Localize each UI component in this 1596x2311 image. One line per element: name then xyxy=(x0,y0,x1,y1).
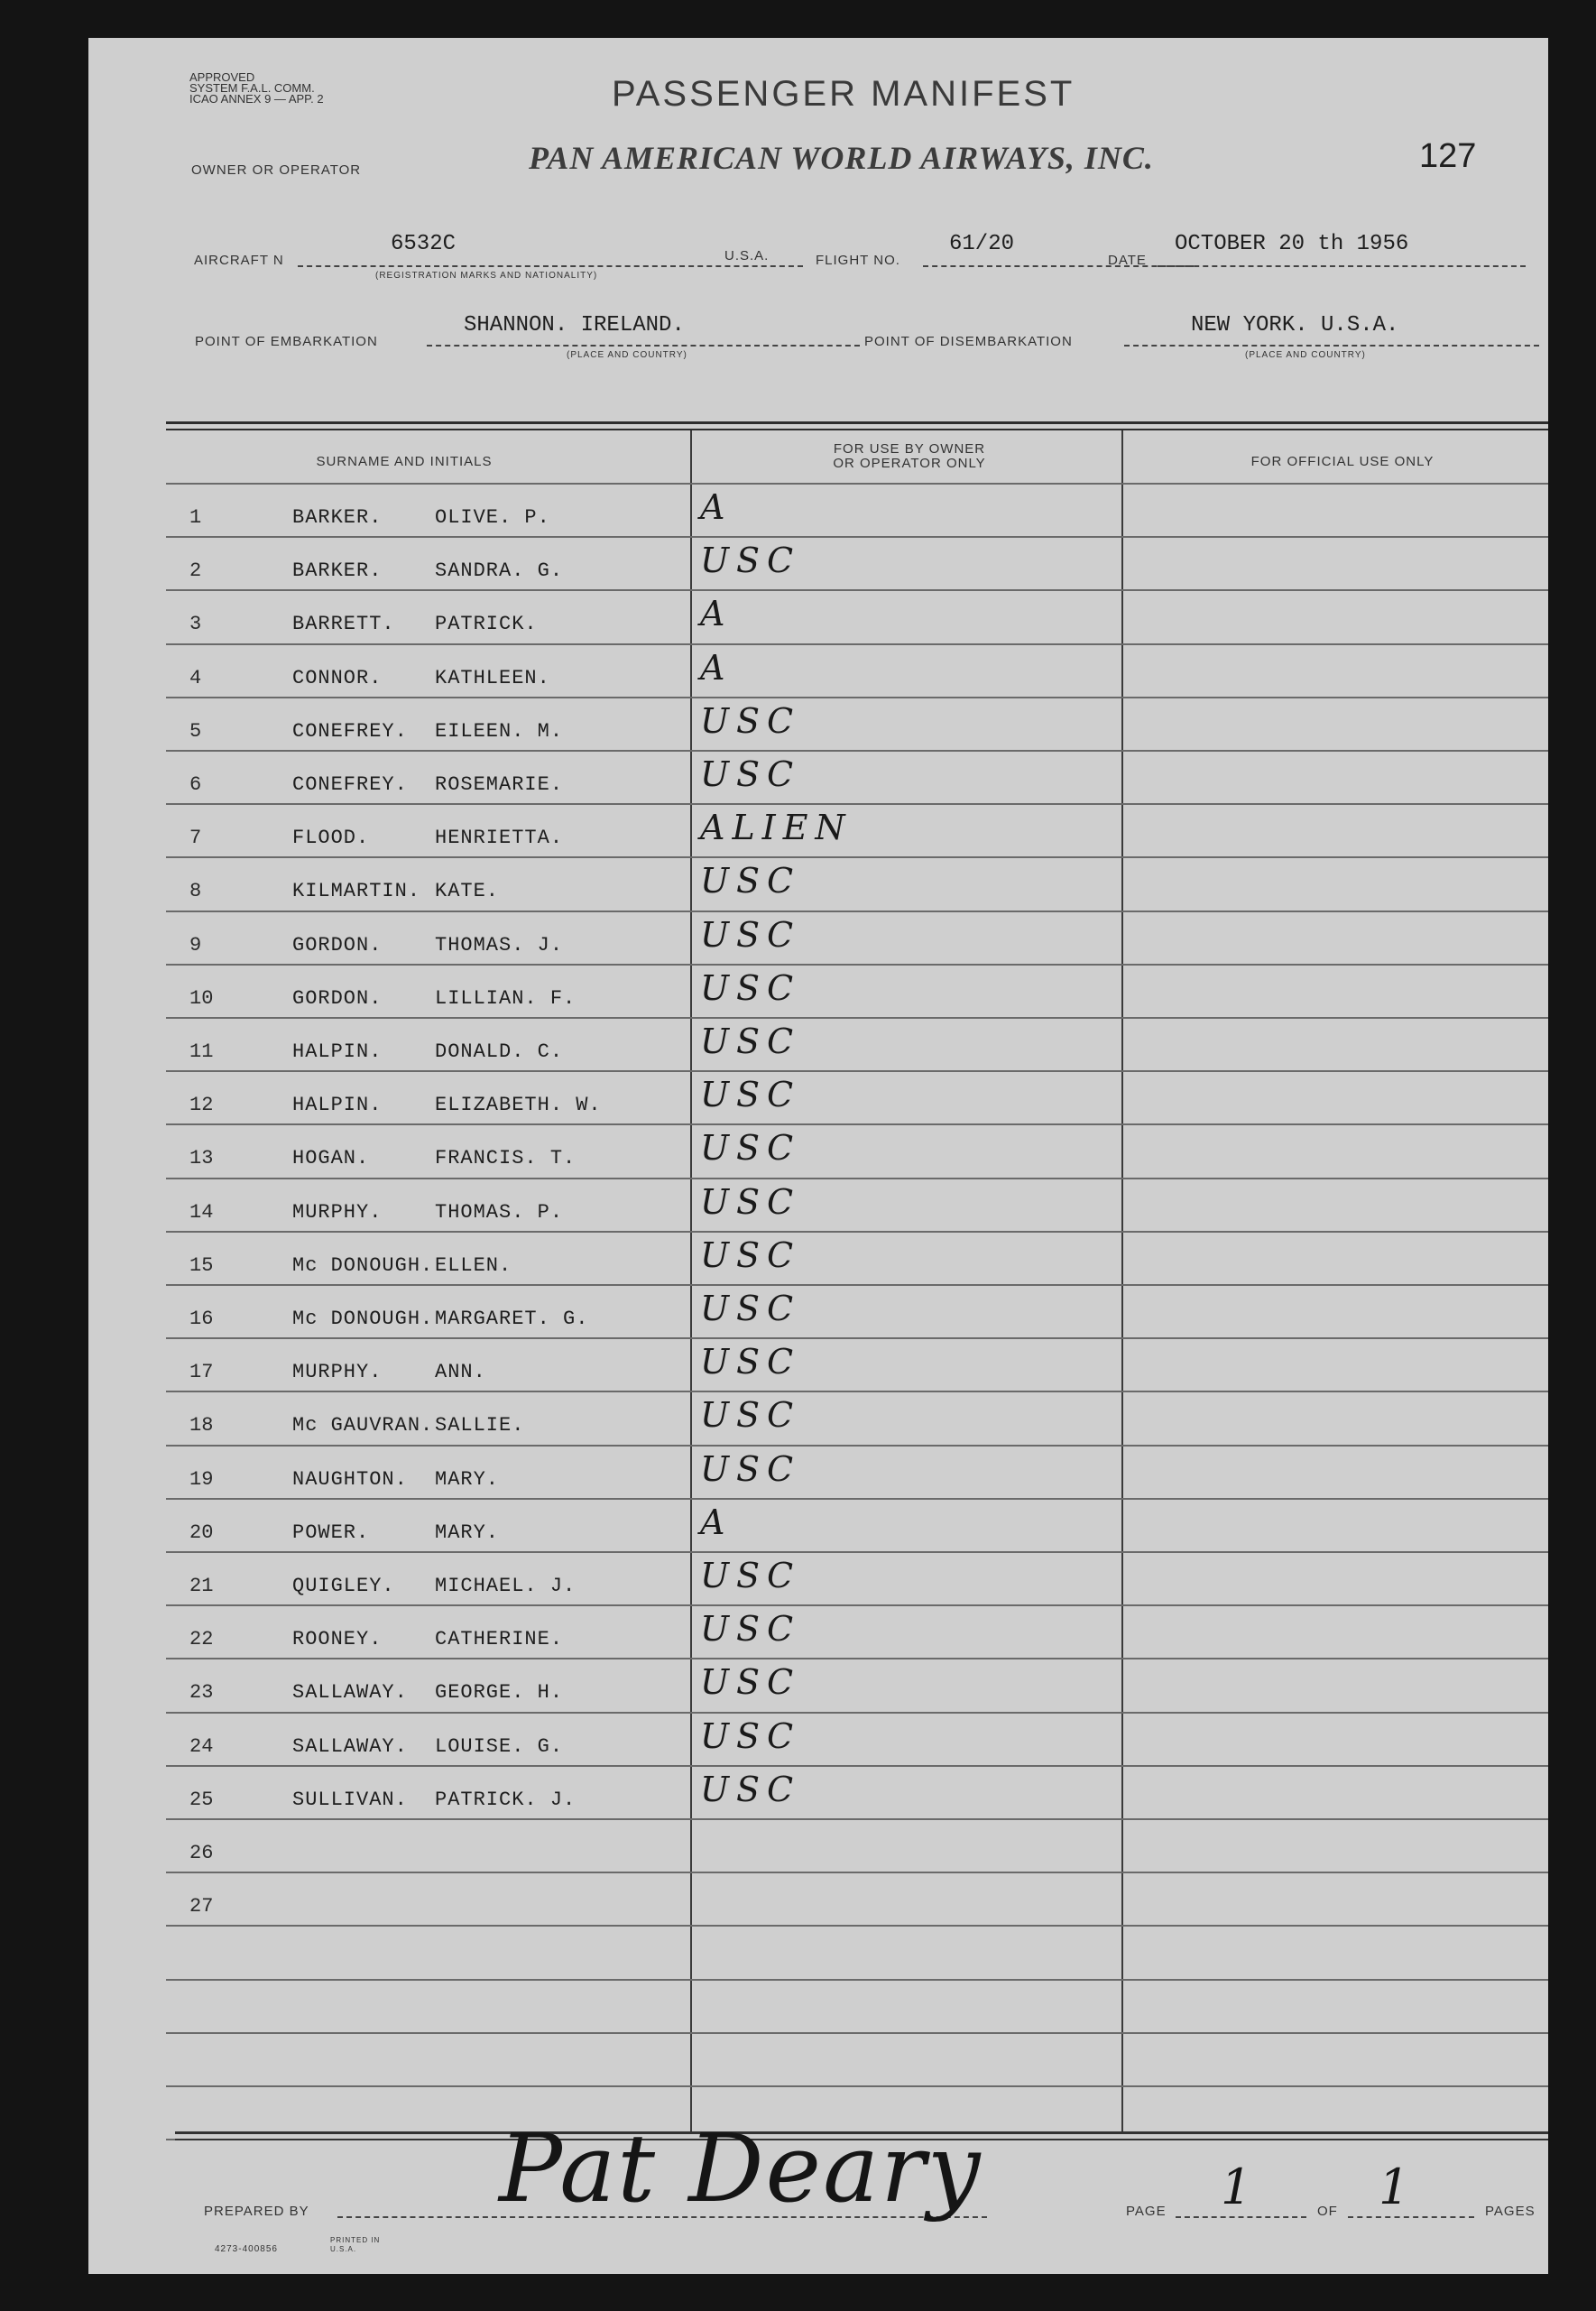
table-top-rule xyxy=(166,429,1548,430)
page-title: PASSENGER MANIFEST xyxy=(612,74,1075,114)
passenger-given-names: DONALD. C. xyxy=(435,1040,564,1063)
passenger-status: USC xyxy=(700,861,801,901)
passenger-given-names: ROSEMARIE. xyxy=(435,773,564,796)
passenger-surname: GORDON. xyxy=(292,934,383,957)
passenger-given-names: MARY. xyxy=(435,1468,500,1491)
passenger-status: USC xyxy=(700,1289,801,1328)
passenger-status: USC xyxy=(700,915,801,955)
row-rule xyxy=(166,1712,1548,1714)
passenger-given-names: MARGARET. G. xyxy=(435,1308,589,1330)
row-rule xyxy=(166,856,1548,858)
row-rule xyxy=(166,1658,1548,1659)
passenger-status: A xyxy=(700,648,733,688)
passenger-surname: HALPIN. xyxy=(292,1040,383,1063)
passenger-surname: POWER. xyxy=(292,1521,370,1544)
row-rule xyxy=(166,536,1548,538)
registration-caption: (REGISTRATION MARKS AND NATIONALITY) xyxy=(375,271,598,281)
row-rule xyxy=(166,697,1548,698)
aircraft-label: AIRCRAFT N xyxy=(194,253,284,268)
row-number: 2 xyxy=(189,559,202,582)
date-rule xyxy=(1158,265,1526,267)
date-value: OCTOBER 20 th 1956 xyxy=(1175,232,1409,256)
manifest-page xyxy=(88,38,1548,2274)
passenger-status: A xyxy=(700,1502,733,1542)
row-number: 15 xyxy=(189,1254,214,1277)
row-number: 13 xyxy=(189,1147,214,1169)
row-number: 19 xyxy=(189,1468,214,1491)
row-number: 8 xyxy=(189,880,202,902)
row-number: 17 xyxy=(189,1361,214,1383)
of-value: 1 xyxy=(1379,2158,1410,2215)
pages-label: PAGES xyxy=(1485,2204,1536,2219)
passenger-given-names: ELIZABETH. W. xyxy=(435,1094,602,1116)
passenger-given-names: SALLIE. xyxy=(435,1414,525,1437)
row-rule xyxy=(166,1765,1548,1767)
passenger-surname: NAUGHTON. xyxy=(292,1468,408,1491)
row-number: 26 xyxy=(189,1842,214,1864)
column-header-name: SURNAME AND INITIALS xyxy=(316,454,493,469)
row-rule xyxy=(166,2032,1548,2034)
passenger-status: USC xyxy=(700,701,801,741)
passenger-surname: MURPHY. xyxy=(292,1361,383,1383)
passenger-surname: Mc GAUVRAN. xyxy=(292,1414,434,1437)
column-header-owner-line: OR OPERATOR ONLY xyxy=(833,456,986,471)
row-number: 22 xyxy=(189,1628,214,1650)
passenger-status: USC xyxy=(700,1342,801,1382)
row-number: 20 xyxy=(189,1521,214,1544)
row-rule xyxy=(166,1604,1548,1606)
document-page-number: 127 xyxy=(1419,137,1477,175)
passenger-status: USC xyxy=(700,1770,801,1809)
owner-label: OWNER OR OPERATOR xyxy=(191,162,362,178)
passenger-status: USC xyxy=(700,1235,801,1275)
operator-name: PAN AMERICAN WORLD AIRWAYS, INC. xyxy=(529,140,1154,176)
page-value: 1 xyxy=(1221,2158,1252,2215)
row-rule xyxy=(166,911,1548,912)
row-number: 1 xyxy=(189,506,202,529)
row-rule xyxy=(166,1925,1548,1927)
row-rule xyxy=(166,803,1548,805)
printed-note: PRINTED IN U.S.A. xyxy=(330,2236,381,2253)
row-number: 21 xyxy=(189,1575,214,1597)
passenger-given-names: CATHERINE. xyxy=(435,1628,564,1650)
row-number: 6 xyxy=(189,773,202,796)
passenger-status: USC xyxy=(700,1395,801,1435)
row-rule xyxy=(166,1445,1548,1447)
row-number: 14 xyxy=(189,1201,214,1224)
passenger-given-names: LOUISE. G. xyxy=(435,1735,564,1758)
row-number: 23 xyxy=(189,1681,214,1704)
passenger-status: USC xyxy=(700,1609,801,1649)
passenger-status: USC xyxy=(700,754,801,794)
row-rule xyxy=(166,1123,1548,1125)
row-rule xyxy=(166,1818,1548,1820)
approval-block xyxy=(189,72,324,105)
passenger-surname: SALLAWAY. xyxy=(292,1735,408,1758)
row-rule xyxy=(166,1231,1548,1233)
passenger-given-names: ANN. xyxy=(435,1361,486,1383)
passenger-status: USC xyxy=(700,1449,801,1489)
passenger-status: USC xyxy=(700,1716,801,1756)
column-divider xyxy=(1121,430,1123,2131)
row-rule xyxy=(166,1284,1548,1286)
row-rule xyxy=(166,964,1548,966)
row-number: 3 xyxy=(189,613,202,635)
date-label: DATE xyxy=(1108,253,1147,268)
embarkation-caption: (PLACE AND COUNTRY) xyxy=(567,350,687,360)
row-rule xyxy=(166,1337,1548,1339)
row-number: 25 xyxy=(189,1789,214,1811)
table-top-rule xyxy=(166,421,1548,424)
passenger-surname: SALLAWAY. xyxy=(292,1681,408,1704)
passenger-surname: CONEFREY. xyxy=(292,720,408,743)
flight-value: 61/20 xyxy=(949,232,1015,256)
passenger-surname: GORDON. xyxy=(292,987,383,1010)
passenger-surname: KILMARTIN. xyxy=(292,880,421,902)
embarkation-value: SHANNON. IRELAND. xyxy=(464,313,685,337)
passenger-given-names: KATE. xyxy=(435,880,500,902)
country-label: U.S.A. xyxy=(724,248,770,263)
column-divider xyxy=(690,430,692,2131)
passenger-status: USC xyxy=(700,1075,801,1114)
disembarkation-label: POINT OF DISEMBARKATION xyxy=(864,334,1073,349)
embarkation-rule xyxy=(427,345,860,347)
page-rule xyxy=(1176,2216,1306,2218)
passenger-status: USC xyxy=(700,1128,801,1168)
passenger-surname: BARRETT. xyxy=(292,613,395,635)
row-number: 18 xyxy=(189,1414,214,1437)
passenger-given-names: PATRICK. xyxy=(435,613,538,635)
passenger-surname: SULLIVAN. xyxy=(292,1789,408,1811)
passenger-surname: BARKER. xyxy=(292,506,383,529)
passenger-given-names: KATHLEEN. xyxy=(435,667,550,689)
passenger-given-names: EILEEN. M. xyxy=(435,720,564,743)
row-number: 4 xyxy=(189,667,202,689)
passenger-surname: ROONEY. xyxy=(292,1628,383,1650)
approval-line: ICAO ANNEX 9 — APP. 2 xyxy=(189,92,324,106)
passenger-surname: FLOOD. xyxy=(292,827,370,849)
passenger-status: USC xyxy=(700,1556,801,1595)
passenger-surname: CONNOR. xyxy=(292,667,383,689)
passenger-status: A xyxy=(700,487,733,527)
flight-rule xyxy=(923,265,1194,267)
preparer-signature: Pat Deary xyxy=(499,2113,983,2223)
passenger-given-names: GEORGE. H. xyxy=(435,1681,564,1704)
row-number: 5 xyxy=(189,720,202,743)
passenger-surname: HALPIN. xyxy=(292,1094,383,1116)
of-rule xyxy=(1348,2216,1474,2218)
row-rule xyxy=(166,589,1548,591)
row-rule xyxy=(166,1872,1548,1873)
passenger-given-names: MARY. xyxy=(435,1521,500,1544)
approval-line: SYSTEM F.A.L. COMM. xyxy=(189,81,315,95)
of-label: OF xyxy=(1317,2204,1338,2219)
column-header-owner-line: FOR USE BY OWNER xyxy=(833,441,986,457)
prepared-by-label: PREPARED BY xyxy=(204,2204,309,2219)
passenger-given-names: LILLIAN. F. xyxy=(435,987,577,1010)
page-label: PAGE xyxy=(1126,2204,1167,2219)
passenger-given-names: SANDRA. G. xyxy=(435,559,564,582)
row-rule xyxy=(166,643,1548,645)
passenger-status: USC xyxy=(700,1182,801,1222)
row-rule xyxy=(166,1498,1548,1500)
aircraft-rule xyxy=(298,265,803,267)
passenger-given-names: ELLEN. xyxy=(435,1254,512,1277)
flight-label: FLIGHT NO. xyxy=(816,253,900,268)
passenger-status: USC xyxy=(700,1021,801,1061)
passenger-surname: CONEFREY. xyxy=(292,773,408,796)
form-number: 4273-400856 xyxy=(215,2244,278,2254)
row-rule xyxy=(166,1178,1548,1179)
passenger-given-names: HENRIETTA. xyxy=(435,827,564,849)
disembarkation-caption: (PLACE AND COUNTRY) xyxy=(1245,350,1366,360)
row-rule xyxy=(166,1017,1548,1019)
row-number: 9 xyxy=(189,934,202,957)
column-header-official: FOR OFFICIAL USE ONLY xyxy=(1250,454,1435,469)
passenger-status: USC xyxy=(700,1662,801,1702)
disembarkation-value: NEW YORK. U.S.A. xyxy=(1191,313,1399,337)
passenger-surname: Mc DONOUGH. xyxy=(292,1308,434,1330)
row-number: 11 xyxy=(189,1040,214,1063)
approval-line: APPROVED xyxy=(189,70,255,84)
row-rule xyxy=(166,750,1548,752)
row-number: 7 xyxy=(189,827,202,849)
row-rule xyxy=(166,1070,1548,1072)
row-number: 12 xyxy=(189,1094,214,1116)
column-header-owner xyxy=(711,442,1108,471)
row-number: 10 xyxy=(189,987,214,1010)
passenger-status: USC xyxy=(700,541,801,580)
passenger-surname: BARKER. xyxy=(292,559,383,582)
passenger-status: A xyxy=(700,594,733,633)
passenger-given-names: THOMAS. P. xyxy=(435,1201,564,1224)
row-number: 27 xyxy=(189,1895,214,1918)
row-rule xyxy=(166,1391,1548,1392)
passenger-surname: MURPHY. xyxy=(292,1201,383,1224)
embarkation-label: POINT OF EMBARKATION xyxy=(195,334,378,349)
passenger-surname: QUIGLEY. xyxy=(292,1575,395,1597)
row-rule xyxy=(166,1551,1548,1553)
disembarkation-rule xyxy=(1124,345,1539,347)
passenger-given-names: OLIVE. P. xyxy=(435,506,550,529)
passenger-given-names: THOMAS. J. xyxy=(435,934,564,957)
passenger-given-names: PATRICK. J. xyxy=(435,1789,577,1811)
passenger-given-names: MICHAEL. J. xyxy=(435,1575,577,1597)
row-rule xyxy=(166,2085,1548,2087)
passenger-status: USC xyxy=(700,968,801,1008)
row-rule xyxy=(166,483,1548,485)
passenger-surname: Mc DONOUGH. xyxy=(292,1254,434,1277)
row-rule xyxy=(166,1979,1548,1981)
passenger-surname: HOGAN. xyxy=(292,1147,370,1169)
passenger-status: ALIEN xyxy=(700,808,853,847)
row-number: 16 xyxy=(189,1308,214,1330)
row-number: 24 xyxy=(189,1735,214,1758)
aircraft-value: 6532C xyxy=(391,232,457,256)
passenger-given-names: FRANCIS. T. xyxy=(435,1147,577,1169)
